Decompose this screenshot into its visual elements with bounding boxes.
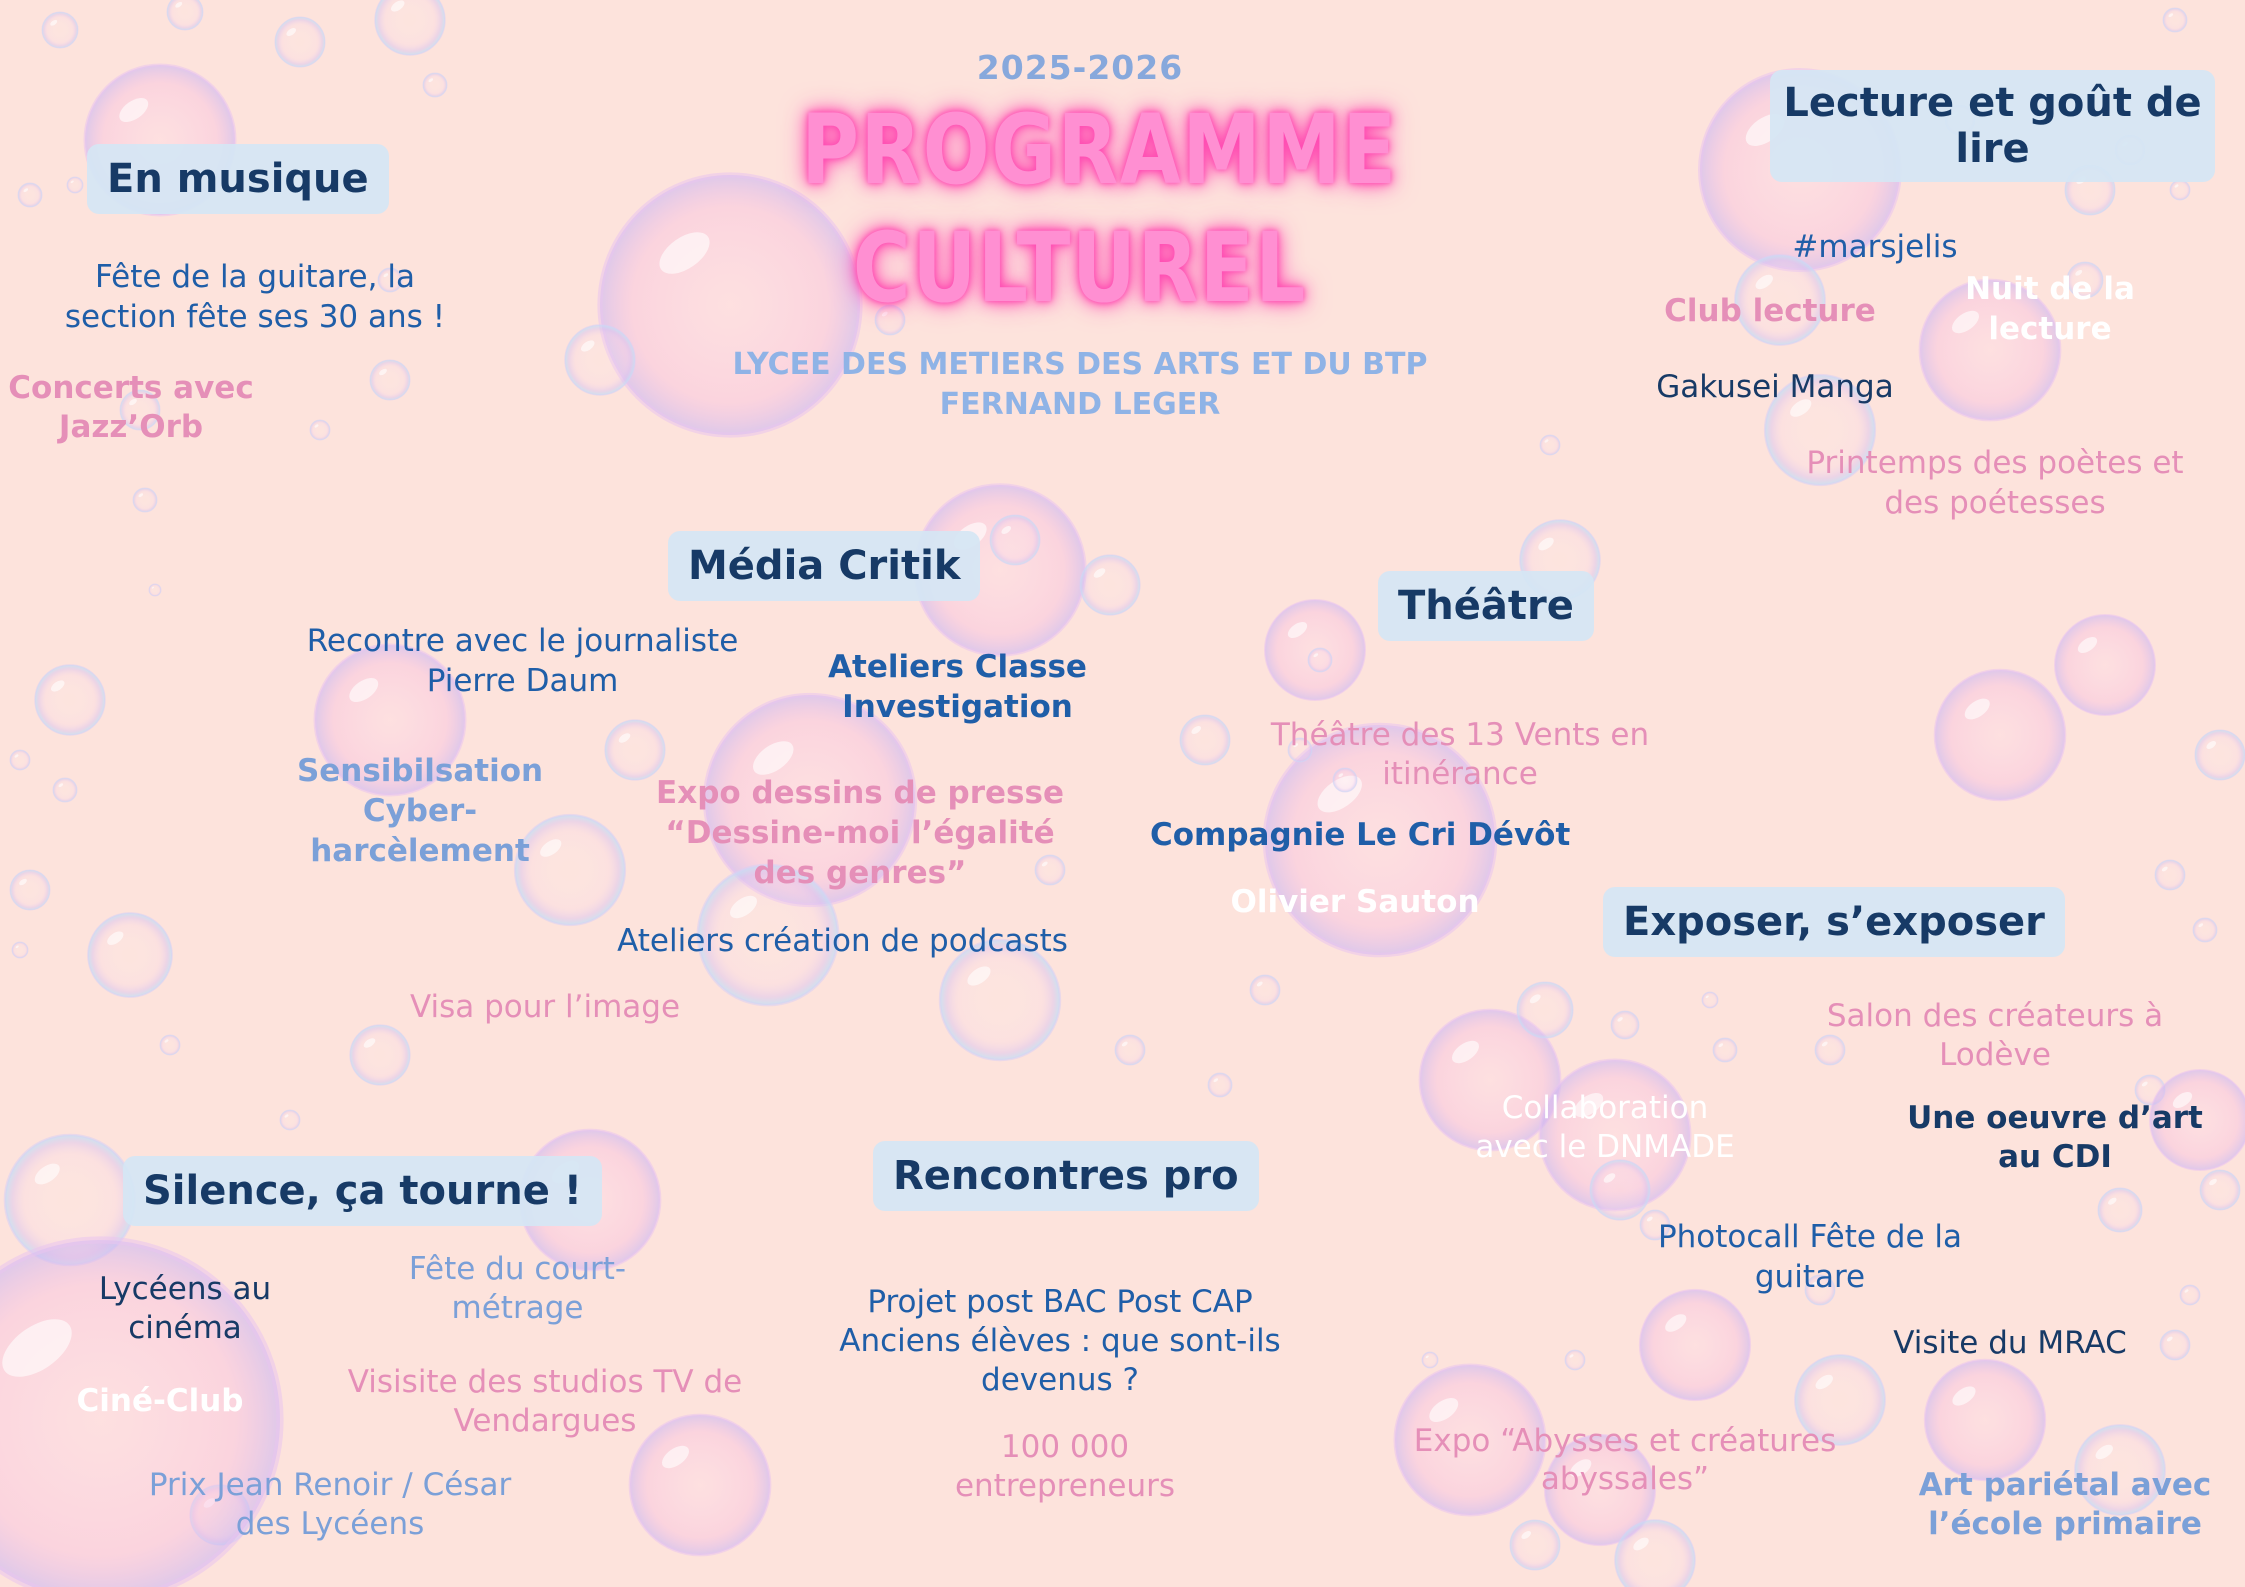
item-expo-dessins-l2: “Dessine-moi l’égalité [665,815,1055,851]
bubble [350,1025,410,1085]
item-studios-tv-l2: Vendargues [453,1403,637,1439]
bubble [35,665,105,735]
item-salon-createurs-l2: Lodève [1939,1037,2051,1073]
bubble [1565,1350,1585,1370]
item-oeuvre-cdi-l2: au CDI [1998,1139,2112,1175]
school-name-line1: LYCEE DES METIERS DES ARTS ET DU BTP [732,347,1428,382]
item-projet-post-bac-l2: Anciens élèves : que sont-ils [839,1323,1281,1359]
item-marsjelis: #marsjelis [1792,229,1958,265]
item-13-vents-l2: itinérance [1382,756,1538,792]
item-olivier-sauton: Olivier Sauton [1230,884,1480,920]
bubble [2195,730,2245,780]
bubble [67,177,83,193]
bubble [1115,1035,1145,1065]
item-abysses-l1: Expo “Abysses et créatures [1413,1423,1837,1459]
bubble [42,12,78,48]
item-expo-dessins-l1: Expo dessins de presse [656,775,1064,811]
bubble [149,584,161,596]
bubble [423,73,447,97]
bubble [2160,1330,2190,1360]
item-gakusei-manga: Gakusei Manga [1656,369,1894,405]
item-photocall-l2: guitare [1754,1259,1866,1295]
section-title-musique: En musique [87,144,389,214]
bubble [375,0,445,55]
item-art-parietal-l1: Art pariétal avec [1918,1467,2212,1503]
item-fete-guitare-l1: Fête de la guitare, la [95,259,415,295]
item-salon-createurs-l1: Salon des créateurs à [1826,998,2164,1034]
bubble [10,750,30,770]
section-title-lecture-l1: Lecture et goût de [1783,80,2202,126]
item-projet-post-bac-l3: devenus ? [981,1362,1139,1398]
bubble [1925,1360,2045,1480]
year-label: 2025-2026 [976,48,1184,87]
bubble [1250,975,1280,1005]
bubble [2170,180,2190,200]
item-art-parietal-l2: l’école primaire [1928,1506,2202,1542]
section-title-lecture [1770,70,2215,182]
item-photocall-l1: Photocall Fête de la [1657,1219,1963,1255]
item-nuit-lecture-l1: Nuit de la [1965,271,2135,307]
bubble [12,942,28,958]
title-line-culturel: CULTUREL [852,212,1308,324]
item-sensibilisation-l1: Sensibilsation [296,753,544,789]
item-concerts-l2: Jazz’Orb [58,409,204,445]
item-oeuvre-cdi-l1: Une oeuvre d’art [1907,1100,2203,1136]
bubble [990,515,1040,565]
item-rencontre-journaliste-l2: Pierre Daum [426,663,619,699]
item-printemps-l2: des poétesses [1884,485,2106,521]
bubble [280,1110,300,1130]
bubble [10,870,50,910]
bubble [370,360,410,400]
item-visa-image: Visa pour l’image [409,989,681,1025]
item-prix-renoir-l2: des Lycéens [235,1506,425,1542]
item-cri-devot: Compagnie Le Cri Dévôt [1150,817,1571,853]
bubble [18,183,42,207]
item-sensibilisation-l2: Cyber- [362,793,478,829]
bubble [2055,615,2155,715]
bubble [1080,555,1140,615]
item-prix-renoir-l1: Prix Jean Renoir / César [148,1467,512,1503]
bubble [2193,918,2217,942]
section-title-lecture-l2: lire [1955,126,2030,172]
section-title-theatre: Théâtre [1378,571,1594,641]
item-sensibilisation-l3: harcèlement [310,833,530,869]
section-title-exposer: Exposer, s’exposer [1603,887,2065,957]
bubble [88,913,172,997]
title-line-programme: PROGRAMME [801,94,1398,206]
item-collaboration-l2: avec le DNMADE [1475,1129,1735,1165]
item-cine-club: Ciné-Club [76,1383,244,1419]
item-lyceens-cinema-l1: Lycéens au [98,1271,272,1307]
section-title-pro: Rencontres pro [873,1141,1259,1211]
section-title-media: Média Critik [668,531,980,601]
section-title-silence: Silence, ça tourne ! [123,1156,602,1226]
item-rencontre-journaliste-l1: Recontre avec le journaliste [306,623,739,659]
item-lyceens-cinema-l2: cinéma [128,1310,242,1346]
item-projet-post-bac-l1: Projet post BAC Post CAP [867,1284,1253,1320]
item-entrepreneurs-l1: 100 000 [1000,1429,1130,1465]
bubble [565,325,635,395]
bubble [1517,982,1573,1038]
bubble [605,720,665,780]
item-printemps-l1: Printemps des poètes et [1806,445,2184,481]
item-abysses-l2: abyssales” [1540,1461,1710,1497]
bubble [133,488,157,512]
bubble [1208,1073,1232,1097]
bubble [53,778,77,802]
school-name-line2: FERNAND LEGER [939,387,1221,422]
item-13-vents-l1: Théâtre des 13 Vents en [1270,717,1650,753]
bubble [275,17,325,67]
bubble [1640,1290,1750,1400]
bubble [1590,1160,1650,1220]
bubble [1702,992,1718,1008]
bubble [2098,1188,2142,1232]
bubble [167,0,203,30]
item-fete-court-metrage-l1: Fête du court- [408,1251,627,1287]
bubble [1510,1520,1560,1570]
item-expo-dessins-l3: des genres” [753,855,967,891]
item-ateliers-classe-l2: Investigation [842,689,1073,725]
item-podcasts: Ateliers création de podcasts [617,923,1068,959]
bubble [160,1035,180,1055]
bubble [1540,435,1560,455]
item-club-lecture: Club lecture [1664,293,1876,329]
bubble [1422,1352,1438,1368]
item-concerts-l1: Concerts avec [8,370,254,406]
bubble [310,420,330,440]
item-studios-tv-l1: Visisite des studios TV de [347,1364,743,1400]
bubble [1713,1038,1737,1062]
item-visite-mrac: Visite du MRAC [1893,1325,2127,1361]
item-ateliers-classe-l1: Ateliers Classe [828,649,1087,685]
bubble [2180,1285,2200,1305]
item-fete-court-metrage-l2: métrage [451,1290,584,1326]
item-nuit-lecture-l2: lecture [1988,311,2112,347]
bubble [1611,1011,1639,1039]
bubble [2163,8,2187,32]
bubble [1935,670,2065,800]
item-fete-guitare-l2: section fête ses 30 ans ! [64,299,446,335]
bubble [2155,860,2185,890]
item-entrepreneurs-l2: entrepreneurs [954,1468,1176,1504]
bubble [1308,648,1332,672]
item-collaboration-l1: Collaboration [1501,1090,1709,1126]
bubble [1180,715,1230,765]
